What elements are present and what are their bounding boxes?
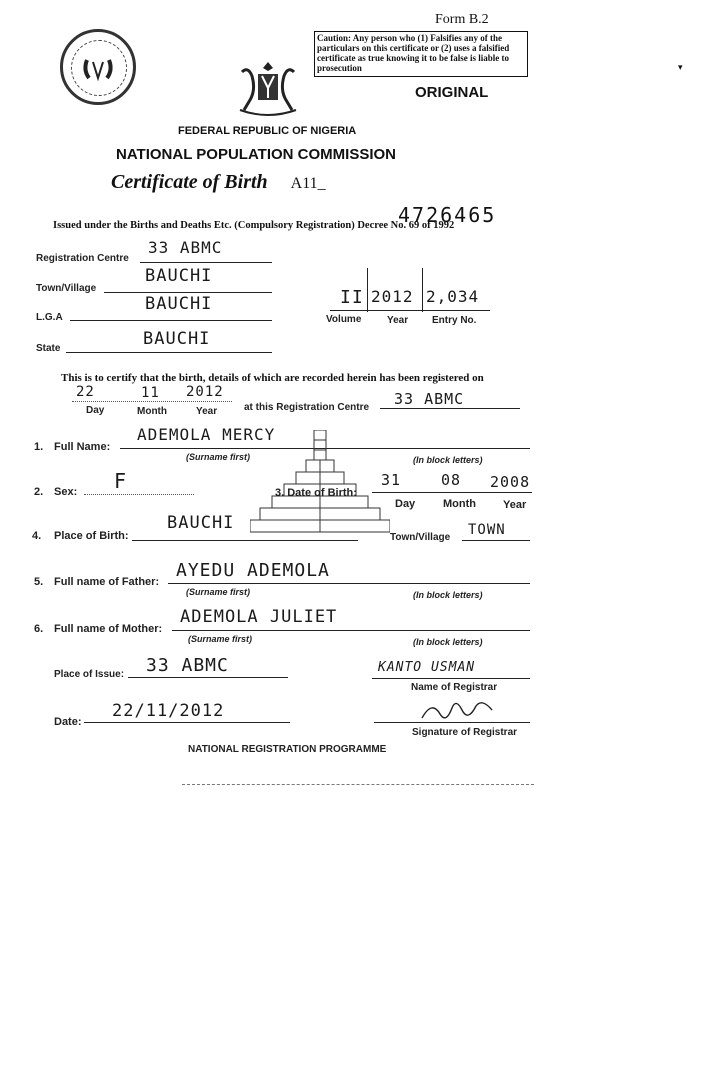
place-of-birth-value: BAUCHI [167,513,235,533]
town-label: Town/Village [36,283,97,294]
registered-month-label: Month [137,406,167,417]
registered-year-label: Year [196,406,218,417]
sex-number: 2. [34,486,44,498]
place-of-issue-label: Place of Issue: [54,669,125,680]
registered-day-value: 22 [76,384,95,400]
place-of-birth-label: Place of Birth: [54,530,129,542]
caution-box: Caution: Any person who (1) Falsifies any of the particulars on this certificate or (2) uses a falsified certificate as true knowing it to be false is liable to prosecution [314,31,528,77]
tick-mark: ▾ [678,62,683,72]
state-value: BAUCHI [143,329,211,349]
lga-label: L.G.A [36,312,63,323]
dob-year-label: Year [503,499,527,511]
entry-value: 2,034 [426,287,480,306]
lga-value: BAUCHI [145,294,213,314]
coat-of-arms-icon [232,58,304,120]
full-name-value: ADEMOLA MERCY [137,425,276,444]
dob-month-label: Month [443,498,476,510]
dob-day-label: Day [395,498,416,510]
mother-value: ADEMOLA JULIET [180,607,338,627]
certificate-title-text: Certificate of Birth [111,171,268,193]
full-name-label: Full Name: [54,441,111,453]
form-number: Form B.2 [435,12,489,27]
father-label: Full name of Father: [54,576,160,588]
registered-month-value: 11 [141,385,160,401]
registrar-name-value: KANTO USMAN [378,660,476,675]
year-label: Year [387,315,409,326]
country-heading: FEDERAL REPUBLIC OF NIGERIA [178,125,357,137]
dob-year-value: 2008 [490,473,531,491]
state-label: State [36,343,61,354]
registrar-signature-label: Signature of Registrar [412,727,518,738]
date-label: Date: [54,716,82,728]
father-block-letters-hint: (In block letters) [413,590,483,600]
registration-centre-label: Registration Centre [36,253,129,264]
registrar-signature-icon [418,696,498,724]
volume-label: Volume [326,314,362,325]
pob-town-value: TOWN [468,522,506,538]
npc-seal-icon [60,29,136,105]
full-name-surname-first-hint: (Surname first) [186,452,251,462]
full-name-block-letters-hint: (In block letters) [413,455,483,465]
mother-surname-first-hint: (Surname first) [188,634,253,644]
father-number: 5. [34,576,44,588]
full-name-number: 1. [34,441,44,453]
issued-under-text: Issued under the Births and Deaths Etc. (Compulsory Registration) Decree No. 69 of 1992 [53,220,455,231]
certificate-code: A11_ [290,175,326,192]
serial-number: 4726465 [398,203,497,227]
registered-year-value: 2012 [186,384,224,400]
registrar-name-label: Name of Registrar [411,682,498,693]
entry-label: Entry No. [432,315,477,326]
at-registration-centre-value: 33 ABMC [394,390,465,408]
mother-block-letters-hint: (In block letters) [413,637,483,647]
certify-text: This is to certify that the birth, details of which are recorded herein has been registered on [61,372,484,384]
father-surname-first-hint: (Surname first) [186,587,251,597]
place-of-birth-number: 4. [32,530,42,542]
sex-label: Sex: [54,486,78,498]
year-value: 2012 [371,287,414,306]
town-value: BAUCHI [145,266,213,286]
sex-value: F [114,469,128,493]
pob-town-label: Town/Village [390,532,451,543]
at-registration-centre-label: at this Registration Centre [244,402,370,413]
date-of-birth-label: 3. Date of Birth: [275,487,357,499]
dob-month-value: 08 [441,471,462,489]
registration-centre-value: 33 ABMC [148,238,223,257]
original-label: ORIGINAL [415,84,489,101]
commission-heading: NATIONAL POPULATION COMMISSION [116,146,396,163]
father-value: AYEDU ADEMOLA [176,560,330,581]
mother-label: Full name of Mother: [54,623,163,635]
dob-day-value: 31 [381,471,402,489]
date-value: 22/11/2012 [112,701,225,721]
place-of-issue-value: 33 ABMC [146,655,229,676]
certificate-title [111,171,326,194]
volume-value: II [340,287,364,308]
registered-day-label: Day [86,405,105,416]
mother-number: 6. [34,623,44,635]
national-registration-programme: NATIONAL REGISTRATION PROGRAMME [188,744,387,755]
